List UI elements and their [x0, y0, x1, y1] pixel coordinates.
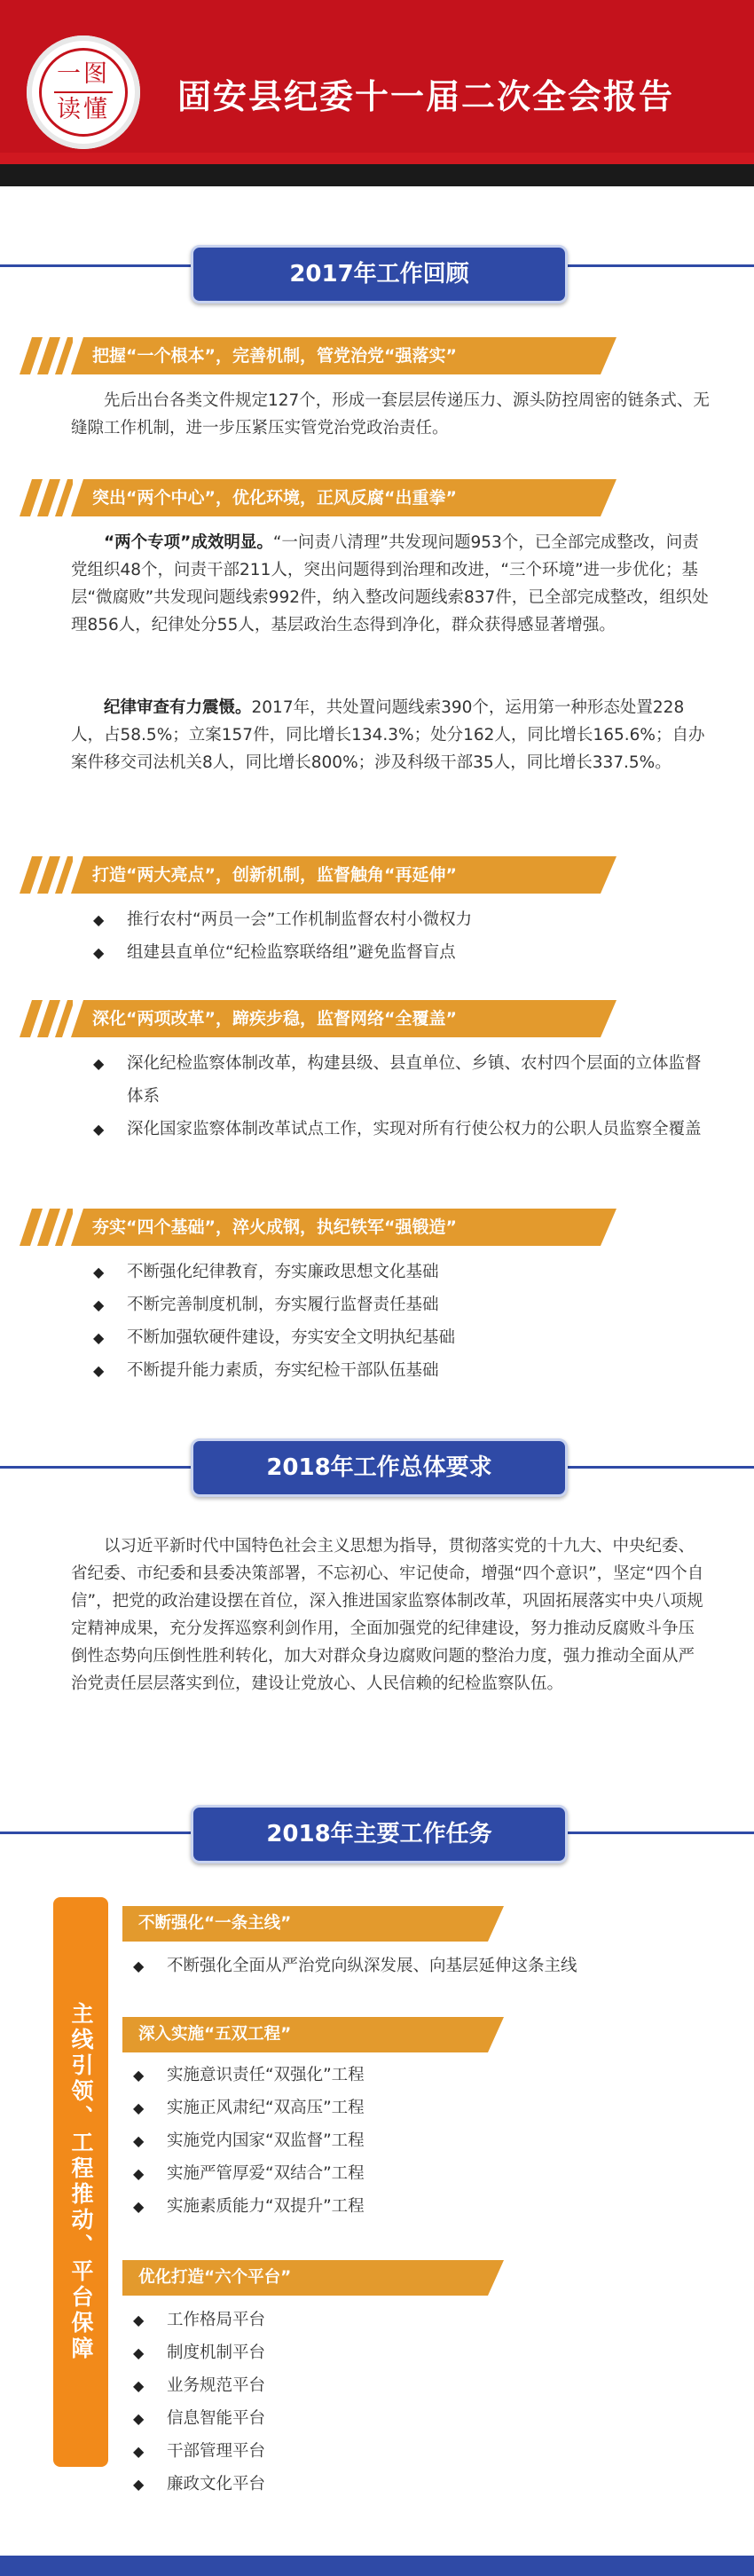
- list-item: ◆ 不断加强软硬件建设，夯实安全文明执纪基础: [93, 1321, 714, 1354]
- paragraph-body: 2017年，共处置问题线索390个，运用第一种形态处置228人，占58.5%；立案157件，同比增长134.3%；处分162人，同比增长165.6%；自办案件移交司法机关8人，同比增长800%；涉及科级干部35人，同比增长337.5%。: [71, 698, 705, 772]
- list-item: ◆ 实施正风肃纪“双高压”工程: [133, 2092, 683, 2124]
- paragraph-lead: 纪律审查有力震慑。: [104, 698, 252, 717]
- header-badge: [27, 35, 140, 149]
- ribbon-stripes-icon: [20, 856, 73, 894]
- task-list-five-projects: [133, 2059, 683, 2223]
- list-item: ◆ 实施严管厚爱“双结合”工程: [133, 2157, 683, 2190]
- task-list-main-line: [133, 1950, 683, 1982]
- list-item: ◆ 廉政文化平台: [133, 2468, 683, 2501]
- list-item: ◆ 不断强化纪律教育，夯实廉政思想文化基础: [93, 1256, 714, 1288]
- ribbon-label: 打造“两大亮点”，创新机制，监督触角“再延伸”: [92, 865, 457, 885]
- ribbon-label: 深化“两项改革”，蹄疾步稳，监督网络“全覆盖”: [92, 1009, 457, 1028]
- paragraph-discipline-review: [71, 694, 710, 776]
- badge-line-2: 读懂: [57, 96, 110, 123]
- ribbon-label: 突出“两个中心”，优化环境，正风反腐“出重拳”: [92, 488, 457, 508]
- list-item: ◆ 不断强化全面从严治党向纵深发展、向基层延伸这条主线: [133, 1950, 683, 1982]
- bullet-list-highlights: [93, 903, 714, 969]
- badge-seal: [39, 48, 128, 137]
- footer-bar: [0, 2556, 754, 2576]
- paragraph-special-campaigns: [71, 529, 710, 639]
- ribbon-stripes-icon: [20, 479, 73, 516]
- list-item: ◆ 工作格局平台: [133, 2304, 683, 2336]
- page-title: 固安县纪委十一届二次全会报告: [177, 77, 675, 116]
- ribbon-label: 把握“一个根本”，完善机制，管党治党“强落实”: [92, 346, 457, 366]
- paragraph-fundamental: 先后出台各类文件规定127个，形成一套层层传递压力、源头防控周密的链条式、无缝隙工作机制，进一步压紧压实管党治党政治责任。: [71, 391, 710, 437]
- ribbon-stripes-icon: [20, 1000, 73, 1037]
- ribbon-label: 夯实“四个基础”，淬火成钢，执纪铁军“强锻造”: [92, 1217, 457, 1237]
- section-title-tasks: 2018年主要工作任务: [191, 1805, 568, 1863]
- header-dark-stripe: [0, 164, 754, 186]
- section-title-review: 2017年工作回顾: [191, 245, 568, 303]
- paragraph-body: “一问责八清理”共发现问题953个，已全部完成整改，问责党组织48个，问责干部211人，突出问题得到治理和改进，“三个环境”进一步优化；基层“微腐败”共发现问题线索992件，纳入整改问题线索837件，已全部完成整改，组织处理856人，纪律处分55人，基层政治生态得到净化，群众获得感显著增强。: [71, 533, 709, 634]
- list-item: ◆ 组建县直单位“纪检监察联络组”避免监督盲点: [93, 936, 714, 969]
- list-item: ◆ 不断完善制度机制，夯实履行监督责任基础: [93, 1288, 714, 1321]
- badge-divider: [54, 91, 113, 93]
- header-stripe: [0, 153, 754, 165]
- badge-line-1: 一图: [57, 60, 110, 88]
- ribbon-label: 深入实施“五双工程”: [138, 2025, 292, 2044]
- list-item: ◆ 深化纪检监察体制改革，构建县级、县直单位、乡镇、农村四个层面的立体监督体系: [93, 1047, 714, 1113]
- list-item: ◆ 推行农村“两员一会”工作机制监督农村小微权力: [93, 903, 714, 936]
- ribbon-label: 优化打造“六个平台”: [138, 2268, 292, 2287]
- list-item: ◆ 不断提升能力素质，夯实纪检干部队伍基础: [93, 1354, 714, 1387]
- list-item: ◆ 干部管理平台: [133, 2435, 683, 2468]
- section-title-requirements: 2018年工作总体要求: [191, 1438, 568, 1497]
- list-item: ◆ 信息智能平台: [133, 2402, 683, 2435]
- paragraph-requirements: 以习近平新时代中国特色社会主义思想为指导，贯彻落实党的十九大、中央纪委、省纪委、市纪委和县委决策部署，不忘初心、牢记使命，增强“四个意识”，坚定“四个自信”，把党的政治建设摆在首位，深入推进国家监察体制改革，巩固拓展落实中央八项规定精神成果，充分发挥巡察利剑作用，全面加强党的纪律建设，努力推动反腐败斗争压倒性态势向压倒性胜利转化，加大对群众身边腐败问题的整治力度，强力推动全面从严治党责任层层落实到位，建设让党放心、人民信赖的纪检监察队伍。: [71, 1537, 704, 1693]
- ribbon-stripes-icon: [20, 337, 73, 374]
- side-label-text: 主线引领、工程推动、平台保障: [68, 2002, 94, 2362]
- list-item: ◆ 实施意识责任“双强化”工程: [133, 2059, 683, 2092]
- ribbon-label: 不断强化“一条主线”: [138, 1914, 292, 1933]
- list-item: ◆ 业务规范平台: [133, 2369, 683, 2402]
- list-item: ◆ 实施素质能力“双提升”工程: [133, 2190, 683, 2223]
- bullet-list-reforms: [93, 1047, 714, 1146]
- ribbon-stripes-icon: [20, 1209, 73, 1246]
- list-item: ◆ 实施党内国家“双监督”工程: [133, 2124, 683, 2157]
- list-item: ◆ 制度机制平台: [133, 2336, 683, 2369]
- list-item: ◆ 深化国家监察体制改革试点工作，实现对所有行使公权力的公职人员监察全覆盖: [93, 1113, 714, 1146]
- task-list-six-platforms: [133, 2304, 683, 2501]
- side-label-bar: [53, 1897, 108, 2467]
- paragraph-lead: “两个专项”成效明显。: [104, 533, 273, 552]
- bullet-list-foundations: [93, 1256, 714, 1387]
